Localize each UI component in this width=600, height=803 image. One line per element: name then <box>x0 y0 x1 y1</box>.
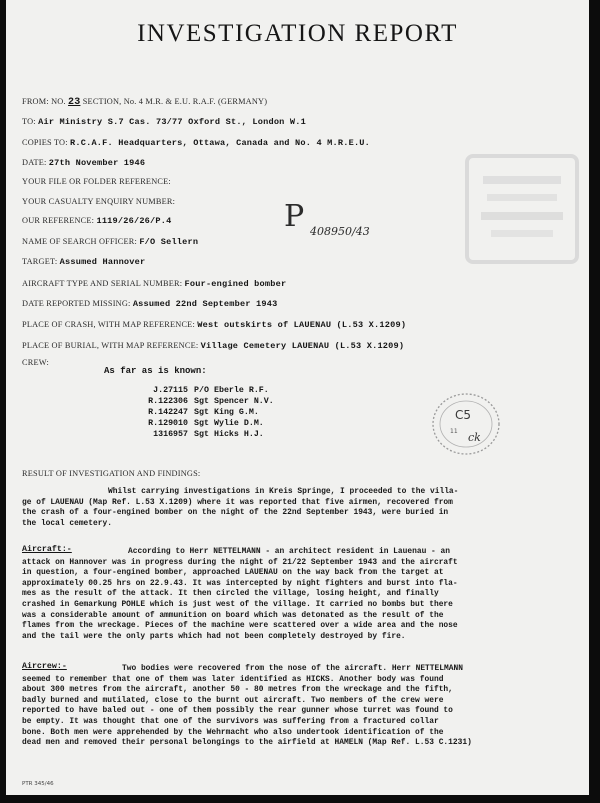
paragraph-line: be empty. It was thought that one of the survivors was suffering from a fractured collar <box>22 716 439 726</box>
to-value: Air Ministry S.7 Cas. 73/77 Oxford St., London W.1 <box>38 117 306 127</box>
casualty-label: YOUR CASUALTY ENQUIRY NUMBER: <box>22 197 176 206</box>
officer-value: F/O Sellern <box>139 237 199 247</box>
burial-row <box>22 341 404 351</box>
your-file-label: YOUR FILE OR FOLDER REFERENCE: <box>22 177 171 186</box>
aircrew-paragraph <box>22 664 472 749</box>
paragraph-line: According to Herr NETTELMANN - an architect resident in Lauenau - an <box>128 547 450 556</box>
aircraft-label: AIRCRAFT TYPE AND SERIAL NUMBER: <box>22 279 183 288</box>
burial-value: Village Cemetery LAUENAU (L.53 X.1209) <box>200 341 405 351</box>
our-ref-label: OUR REFERENCE: <box>22 216 95 225</box>
stamp-code: C5 <box>455 408 472 422</box>
crash-value: West outskirts of LAUENAU (L.53 X.1209) <box>197 320 407 330</box>
intro-paragraph <box>22 487 458 529</box>
crew-rank: Sgt <box>194 408 209 417</box>
crew-service-number: R.142247 <box>148 408 188 417</box>
handwritten-p-mark: P <box>284 199 305 234</box>
from-row <box>22 97 267 108</box>
paragraph-line: flames from the wreckage. Pieces of the machine were scattered over a wide area and the nose <box>22 621 458 631</box>
aircrew-heading: Aircrew:- <box>22 662 67 671</box>
report-title: INVESTIGATION REPORT <box>137 20 458 47</box>
crew-row <box>22 358 49 367</box>
faded-stamp-icon <box>461 150 583 268</box>
crew-name: Wylie D.M. <box>214 419 264 428</box>
crew-member-row <box>138 429 274 440</box>
paragraph-line: Whilst carrying investigations in Kreis Springe, I proceeded to the villa- <box>108 487 459 496</box>
paragraph-line: reported to have baled out - one of them possibly the rear gunner whose turret was found to <box>22 706 453 716</box>
paragraph-line: dead men and removed their personal belongings to the airfield at HAMELN (Map Ref. L.53 C.1231) <box>22 738 472 748</box>
crew-member-row <box>138 385 274 396</box>
crew-member-row <box>138 396 274 407</box>
crew-service-number: 1316957 <box>153 430 188 439</box>
crash-label: PLACE OF CRASH, WITH MAP REFERENCE: <box>22 320 195 329</box>
date-label: DATE: <box>22 158 47 167</box>
paragraph-line: about 300 metres from the aircraft, another 50 - 80 metres from the wreckage and the fifth, <box>22 685 453 695</box>
crew-rank: Sgt <box>194 430 209 439</box>
aircraft-value: Four-engined bomber <box>184 279 287 289</box>
to-row <box>22 117 306 127</box>
crew-name: Hicks H.J. <box>214 430 264 439</box>
paragraph-line: attack on Hannover was in progress during the night of 21/22 September 1943 and the aircraft <box>22 557 458 567</box>
date-row <box>22 158 145 168</box>
missing-value: Assumed 22nd September 1943 <box>132 299 278 309</box>
copies-value: R.C.A.F. Headquarters, Ottawa, Canada and No. 4 M.R.E.U. <box>70 138 371 148</box>
crew-member-row <box>138 407 274 418</box>
crew-rank: P/O <box>194 386 209 395</box>
crew-intro: As far as is known: <box>104 366 207 376</box>
crew-rank: Sgt <box>194 397 209 406</box>
crew-service-number: R.122306 <box>148 397 188 406</box>
paragraph-line: mes as the result of the attack. It then circled the village, losing height, and finally <box>22 589 439 599</box>
paragraph-line: approximately 00.25 hrs on 22.9.43. It was intercepted by night fighters and burst into fla- <box>22 578 458 588</box>
paragraph-line: Two bodies were recovered from the nose of the aircraft. Herr NETTELMANN <box>122 664 463 673</box>
from-label: FROM: NO. <box>22 97 66 106</box>
aircraft-row <box>22 279 286 289</box>
missing-row <box>22 299 277 309</box>
crew-rank: Sgt <box>194 419 209 428</box>
crew-name: King G.M. <box>214 408 259 417</box>
result-row <box>22 469 200 478</box>
paragraph-line: and the tail were the only parts which had not been completely destroyed by fire. <box>22 631 406 641</box>
form-code: PTR 345/46 <box>22 781 54 787</box>
crew-service-number: J.27115 <box>153 386 188 395</box>
handwritten-ref-number: 408950/43 <box>310 225 370 238</box>
paragraph-line: the local cemetery. <box>22 518 112 528</box>
date-value: 27th November 1946 <box>48 158 146 168</box>
paragraph-line: bone. Both men were apprehended by the Wehrmacht who also undertook identification of the <box>22 727 444 737</box>
crash-row <box>22 320 406 330</box>
paragraph-line: ge of LAUENAU (Map Ref. L.53 X.1209) where it was reported that five airmen, recovered from <box>22 497 453 507</box>
copies-label: COPIES TO: <box>22 138 68 147</box>
crew-name: Eberle R.F. <box>214 386 269 395</box>
crew-table <box>138 385 274 440</box>
casualty-row <box>22 197 175 206</box>
paragraph-line: in question, a four-engined bomber, approached LAUENAU on the way back from the target at <box>22 568 444 578</box>
aircraft-paragraph <box>22 547 458 642</box>
burial-label: PLACE OF BURIAL, WITH MAP REFERENCE: <box>22 341 199 350</box>
date-stamp-icon <box>430 391 502 457</box>
crew-name: Spencer N.V. <box>214 397 274 406</box>
stamp-date: 11 <box>450 428 458 435</box>
to-label: TO: <box>22 117 36 126</box>
crew-member-row <box>138 418 274 429</box>
missing-label: DATE REPORTED MISSING: <box>22 299 131 308</box>
paragraph-line: crashed in Gemarkung POHLE which is just west of the village. It carried no bombs but there <box>22 599 453 609</box>
crew-service-number: R.129010 <box>148 419 188 428</box>
from-section: SECTION, No. 4 M.R. & E.U. R.A.F. (GERMANY) <box>82 97 268 106</box>
crew-label: CREW: <box>22 358 49 367</box>
aircraft-heading: Aircraft:- <box>22 545 72 554</box>
target-value: Assumed Hannover <box>59 257 146 267</box>
your-file-row <box>22 177 171 186</box>
paragraph-line: seemed to remember that one of them was later identified as HICKS. Another body was found <box>22 674 444 684</box>
officer-label: NAME OF SEARCH OFFICER: <box>22 237 138 246</box>
target-row <box>22 257 145 267</box>
result-label: RESULT OF INVESTIGATION AND FINDINGS: <box>22 469 201 478</box>
officer-row <box>22 237 198 247</box>
paragraph-line: badly burned and mutilated, close to the burnt out aircraft. Two members of the crew were <box>22 695 444 705</box>
from-number: 23 <box>68 97 81 108</box>
copies-row <box>22 138 370 148</box>
paragraph-line: the crash of a four-engined bomber on the night of the 22nd September 1943, were buried in <box>22 508 449 518</box>
target-label: TARGET: <box>22 257 58 266</box>
our-ref-row <box>22 216 171 226</box>
our-ref-value: 1119/26/26/P.4 <box>96 216 172 226</box>
document-page <box>6 0 589 795</box>
paragraph-line: was a considerable amount of ammunition on board which was detonated as the result of the <box>22 610 444 620</box>
stamp-initial: ck <box>468 431 481 444</box>
